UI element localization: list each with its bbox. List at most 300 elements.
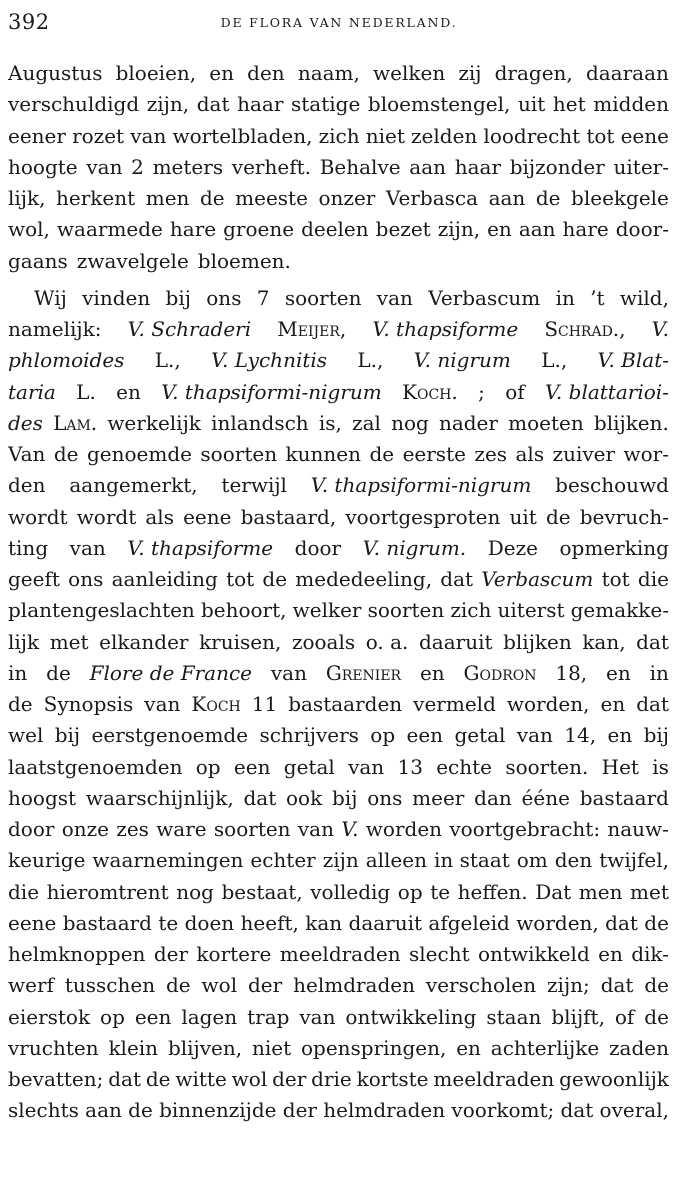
word: tot xyxy=(601,567,630,591)
word: 13 xyxy=(397,754,423,779)
word: met xyxy=(49,629,89,654)
word: de xyxy=(644,973,669,998)
word: door- xyxy=(615,217,669,242)
word: blijven, xyxy=(167,1035,243,1060)
text-line xyxy=(8,1095,669,1126)
word: V. xyxy=(341,817,359,841)
word: het xyxy=(552,92,586,117)
word: zijn; xyxy=(547,973,590,998)
word: de xyxy=(145,1067,171,1091)
word: V. nigrum xyxy=(413,348,511,373)
word: aangemerkt, xyxy=(69,473,198,498)
word: Verbasca xyxy=(385,186,479,210)
word: dat xyxy=(440,567,474,591)
word: den xyxy=(554,848,593,873)
word: de xyxy=(46,660,71,685)
word: V. thapsiformi-nigrum xyxy=(310,473,532,498)
word: kan, xyxy=(582,629,626,654)
word: drie xyxy=(311,1067,352,1091)
word: dat xyxy=(108,1067,142,1091)
word: lijk, xyxy=(8,186,46,210)
word: gewoonlijk xyxy=(559,1067,669,1091)
text-line xyxy=(8,58,669,89)
word: des xyxy=(8,410,43,435)
word: moeten xyxy=(508,410,584,435)
word: binnenzijde xyxy=(159,1098,277,1123)
text-line xyxy=(8,908,669,939)
word: uit xyxy=(517,92,546,117)
word: bevruch- xyxy=(579,504,669,529)
word: Flore de France xyxy=(89,660,252,685)
paragraph xyxy=(8,58,669,277)
word: Wij xyxy=(34,285,67,310)
word: namelijk: xyxy=(8,317,102,341)
body-text xyxy=(8,58,669,1127)
word: dan xyxy=(474,785,512,810)
word: der xyxy=(282,1098,317,1123)
word: slechts xyxy=(8,1098,79,1123)
text-line xyxy=(8,877,669,908)
word: Dat xyxy=(535,879,572,904)
word: kruisen, xyxy=(199,629,282,654)
word: Grenier xyxy=(325,660,402,685)
word: zes xyxy=(116,817,149,841)
word: van xyxy=(297,817,334,841)
word: phlomoides xyxy=(8,348,125,373)
word: elkander xyxy=(99,629,189,654)
word: den xyxy=(8,473,46,498)
word: Synopsis xyxy=(43,692,134,716)
word: aan xyxy=(488,186,526,210)
word: bastaard xyxy=(62,910,152,935)
word: aan xyxy=(409,154,447,179)
word: bij xyxy=(332,785,358,810)
word: naam, xyxy=(297,61,360,85)
word: kunnen xyxy=(285,442,362,466)
word: hieromtrent xyxy=(46,879,169,904)
word: wol xyxy=(231,1067,268,1091)
word: is, xyxy=(318,410,342,435)
word: rozet xyxy=(72,123,125,148)
text-line xyxy=(8,1002,669,1033)
word: bestaat, xyxy=(221,879,303,904)
word: werkelijk xyxy=(107,410,201,435)
word: groene xyxy=(223,217,295,242)
text-line xyxy=(8,152,669,183)
word: nog xyxy=(176,879,214,904)
word: L., xyxy=(154,348,181,373)
word: en xyxy=(607,723,633,748)
word: soorten. xyxy=(505,754,589,779)
word: volledig xyxy=(310,879,391,904)
text-line xyxy=(8,283,669,314)
word: soorten xyxy=(200,442,278,466)
word: in xyxy=(8,660,28,685)
word: ons xyxy=(68,567,104,591)
word: men xyxy=(145,186,190,210)
word: worden, xyxy=(506,692,590,716)
word: meeldraden xyxy=(279,942,401,966)
word: eierstok xyxy=(8,1004,91,1029)
page-number: 392 xyxy=(8,10,50,34)
word: openspringen, xyxy=(300,1035,447,1060)
word: zuiver xyxy=(552,442,616,466)
word: achterlijke xyxy=(490,1035,600,1060)
word: bastaard xyxy=(579,785,669,810)
word: tot xyxy=(586,123,615,148)
word: welker xyxy=(292,598,362,623)
word: beschouwd xyxy=(555,473,669,498)
running-head xyxy=(8,10,670,38)
word: van xyxy=(376,285,413,310)
word: statige xyxy=(291,92,361,117)
word: loodrecht xyxy=(483,123,581,148)
word: voortgebracht: xyxy=(449,817,601,841)
word: niet xyxy=(365,123,405,148)
word: eene xyxy=(183,504,232,529)
word: zij xyxy=(458,61,482,85)
word: Het xyxy=(601,754,639,779)
word: bij xyxy=(54,723,81,748)
text-line xyxy=(8,845,669,876)
word: tot xyxy=(226,567,255,591)
word: bloeien, xyxy=(115,61,197,85)
word: zooals xyxy=(291,629,356,654)
word: wild, xyxy=(619,285,669,310)
word: ook xyxy=(286,785,323,810)
word: ons xyxy=(206,285,242,310)
word: laatstgenoemden xyxy=(8,754,183,779)
word: een xyxy=(233,754,271,779)
word: de xyxy=(53,442,79,466)
word: zwavelgele xyxy=(76,248,189,273)
word: blijken xyxy=(503,629,572,654)
word: welken xyxy=(373,61,446,85)
word: meters xyxy=(152,154,224,179)
word: kortere xyxy=(196,942,272,966)
word: aanleiding xyxy=(111,567,218,591)
word: dat xyxy=(196,92,230,117)
word: die xyxy=(8,879,40,904)
text-line xyxy=(8,627,669,658)
word: wol xyxy=(201,973,238,998)
word: vruchten xyxy=(8,1035,99,1060)
word: L. xyxy=(76,379,96,404)
word: meeldraden xyxy=(433,1067,555,1091)
word: getal xyxy=(454,723,506,748)
word: en xyxy=(598,942,623,966)
word: de xyxy=(165,973,191,998)
word: overal, xyxy=(599,1098,669,1123)
word: soorten xyxy=(284,285,362,310)
word: in xyxy=(649,660,669,685)
word: verschuldigd xyxy=(8,92,140,117)
word: eene xyxy=(620,123,669,148)
word: wordt xyxy=(8,504,68,529)
word: V. Blat- xyxy=(597,348,669,373)
word: of xyxy=(505,379,525,404)
word: daaruit xyxy=(418,629,493,654)
word: ; xyxy=(478,379,485,404)
word: 18, xyxy=(555,660,588,685)
word: gemakke- xyxy=(570,598,669,623)
word: verscholen xyxy=(425,973,537,998)
word: helmdraden xyxy=(323,1098,446,1123)
word: de xyxy=(128,1098,153,1123)
word: ontwikkeld xyxy=(478,942,590,966)
word: plantengeslachten xyxy=(8,598,195,623)
word: eerste xyxy=(402,442,466,466)
word: mededeeling, xyxy=(295,567,433,591)
word: met xyxy=(630,879,669,904)
text-line xyxy=(8,470,669,501)
word: Schrad., xyxy=(544,317,626,341)
word: van xyxy=(144,692,181,716)
word: ’t xyxy=(590,285,605,310)
word: hare xyxy=(169,217,217,242)
word: Deze xyxy=(487,535,538,560)
word: opmerking xyxy=(559,535,669,560)
word: bleekgele xyxy=(571,186,669,210)
text-line xyxy=(8,658,669,689)
word: van xyxy=(69,535,106,560)
word: waarmede xyxy=(56,217,163,242)
word: dik- xyxy=(631,942,669,966)
word: slecht xyxy=(409,942,470,966)
word: kortste xyxy=(356,1067,429,1091)
word: o. a. xyxy=(365,629,409,654)
text-line xyxy=(8,502,669,533)
word: op xyxy=(100,1004,125,1029)
word: bloemstengel, xyxy=(367,92,511,117)
word: V. Schraderi xyxy=(127,317,252,341)
word: éénе xyxy=(521,785,570,810)
word: zijn, xyxy=(146,92,190,117)
text-line xyxy=(8,214,669,245)
word: hare xyxy=(562,217,609,242)
word: Verbascum xyxy=(481,567,594,591)
word: te xyxy=(158,910,179,935)
word: der xyxy=(153,942,189,966)
word: een xyxy=(406,723,444,748)
word: getal xyxy=(283,754,335,779)
word: zijn, xyxy=(437,217,481,242)
word: Augustus xyxy=(8,61,103,85)
word: wel xyxy=(8,723,44,748)
word: te xyxy=(430,879,451,904)
word: hoogte xyxy=(8,154,78,179)
word: als xyxy=(145,504,174,529)
word: de xyxy=(8,692,33,716)
word: deelen xyxy=(301,217,369,242)
word: soorten xyxy=(367,598,445,623)
word: bij xyxy=(165,285,191,310)
word: de xyxy=(369,442,395,466)
word: uit xyxy=(509,504,537,529)
word: aan xyxy=(85,1098,122,1123)
word: en xyxy=(600,692,626,716)
word: wortelbladen, xyxy=(172,123,313,148)
word: is xyxy=(652,754,669,779)
word: meeste xyxy=(235,186,308,210)
word: bezet xyxy=(375,217,431,242)
word: wol, xyxy=(8,217,50,242)
word: in xyxy=(555,285,575,310)
word: daaraan xyxy=(585,61,669,85)
word: op xyxy=(397,879,423,904)
word: of xyxy=(614,1004,635,1029)
word: taria xyxy=(8,379,56,404)
word: Behalve xyxy=(319,154,401,179)
word: midden xyxy=(593,92,669,117)
word: de xyxy=(644,910,669,935)
word: kan xyxy=(305,910,343,935)
word: echte xyxy=(436,754,493,779)
word: de xyxy=(262,567,288,591)
word: keurige xyxy=(8,848,86,873)
word: van xyxy=(86,154,123,179)
word: V. thapsiformi-nigrum xyxy=(161,379,382,404)
word: nauw- xyxy=(607,817,669,841)
word: der xyxy=(248,973,283,998)
word: en xyxy=(419,660,445,685)
word: op xyxy=(195,754,221,779)
word: en xyxy=(456,1035,481,1060)
word: bevatten; xyxy=(8,1067,104,1091)
word: bloemen. xyxy=(197,248,291,273)
word: tusschen xyxy=(64,973,156,998)
word: zaden xyxy=(609,1035,669,1060)
word: als xyxy=(515,442,545,466)
word: 2 xyxy=(131,154,144,179)
word: genoemde xyxy=(86,442,192,466)
text-line xyxy=(8,814,669,845)
word: van xyxy=(299,1004,336,1029)
word: helmdraden xyxy=(293,973,415,998)
word: Lam. xyxy=(53,410,98,435)
word: de xyxy=(199,186,225,210)
word: uiterst xyxy=(497,598,565,623)
word: wordt xyxy=(76,504,137,529)
word: onzer xyxy=(318,186,376,210)
word: gaans xyxy=(8,248,68,273)
text-line xyxy=(8,408,669,439)
word: Koch xyxy=(191,692,241,716)
text-line xyxy=(8,314,669,345)
word: meer xyxy=(412,785,465,810)
word: V. thapsiforme xyxy=(372,317,519,341)
word: V. blattarioi- xyxy=(544,379,669,404)
word: worden xyxy=(365,817,443,841)
text-line xyxy=(8,345,669,376)
text-line xyxy=(8,970,669,1001)
word: werf xyxy=(8,973,54,998)
word: bastaarden xyxy=(288,692,403,716)
word: afgeleid xyxy=(428,910,510,935)
word: twijfel, xyxy=(599,848,669,873)
word: der xyxy=(272,1067,307,1091)
word: blijft, xyxy=(551,1004,605,1029)
word: zal xyxy=(352,410,381,435)
word: de xyxy=(644,1004,669,1029)
word: dat xyxy=(636,629,669,654)
word: heffen. xyxy=(457,879,528,904)
word: L., xyxy=(541,348,568,373)
text-line xyxy=(8,377,669,408)
text-line xyxy=(8,89,669,120)
word: aan xyxy=(518,217,556,242)
word: Van xyxy=(8,442,46,466)
word: niet xyxy=(251,1035,292,1060)
text-line xyxy=(8,439,669,470)
text-line xyxy=(8,1064,669,1095)
text-line xyxy=(8,595,669,626)
word: dat xyxy=(600,973,634,998)
word: Verbascum xyxy=(428,285,541,310)
word: doen xyxy=(184,910,235,935)
word: om xyxy=(516,848,548,873)
word: nader xyxy=(438,410,498,435)
word: daaruit xyxy=(348,910,423,935)
word: nog xyxy=(391,410,429,435)
word: alleen xyxy=(365,848,427,873)
word: 14, xyxy=(564,723,597,748)
word: heeft, xyxy=(240,910,299,935)
word: herkent xyxy=(56,186,136,210)
text-line xyxy=(8,533,669,564)
word: door xyxy=(8,817,55,841)
word: 11 xyxy=(251,692,278,716)
text-line xyxy=(8,121,669,152)
word: en xyxy=(116,379,141,404)
word: geeft xyxy=(8,567,60,591)
text-line xyxy=(8,783,669,814)
word: zich xyxy=(450,598,492,623)
word: die xyxy=(637,567,669,591)
text-line xyxy=(8,246,669,277)
word: 7 xyxy=(256,285,270,310)
word: lagen xyxy=(181,1004,238,1029)
word: inlandsch xyxy=(211,410,309,435)
word: door xyxy=(294,535,342,560)
word: en xyxy=(487,217,512,242)
word: en xyxy=(606,660,631,685)
word: zijn xyxy=(322,848,359,873)
word: dat xyxy=(636,692,669,716)
word: en xyxy=(209,61,234,85)
text-line xyxy=(8,939,669,970)
word: waarschijnlijk, xyxy=(85,785,234,810)
word: vinden xyxy=(82,285,151,310)
word: staan xyxy=(486,1004,542,1029)
word: ons xyxy=(367,785,403,810)
word: dat xyxy=(560,1098,594,1123)
word: op xyxy=(370,723,396,748)
word: waarnemingen xyxy=(92,848,244,873)
word: zich xyxy=(318,123,360,148)
word: Godron xyxy=(463,660,537,685)
word: de xyxy=(545,504,571,529)
text-line xyxy=(8,689,669,720)
word: lijk xyxy=(8,629,40,654)
word: hoogst xyxy=(8,785,77,810)
word: ware xyxy=(156,817,207,841)
text-line xyxy=(8,720,669,751)
word: witte xyxy=(175,1067,227,1091)
word: echter xyxy=(250,848,316,873)
word: onze xyxy=(61,817,110,841)
word: van xyxy=(270,660,307,685)
